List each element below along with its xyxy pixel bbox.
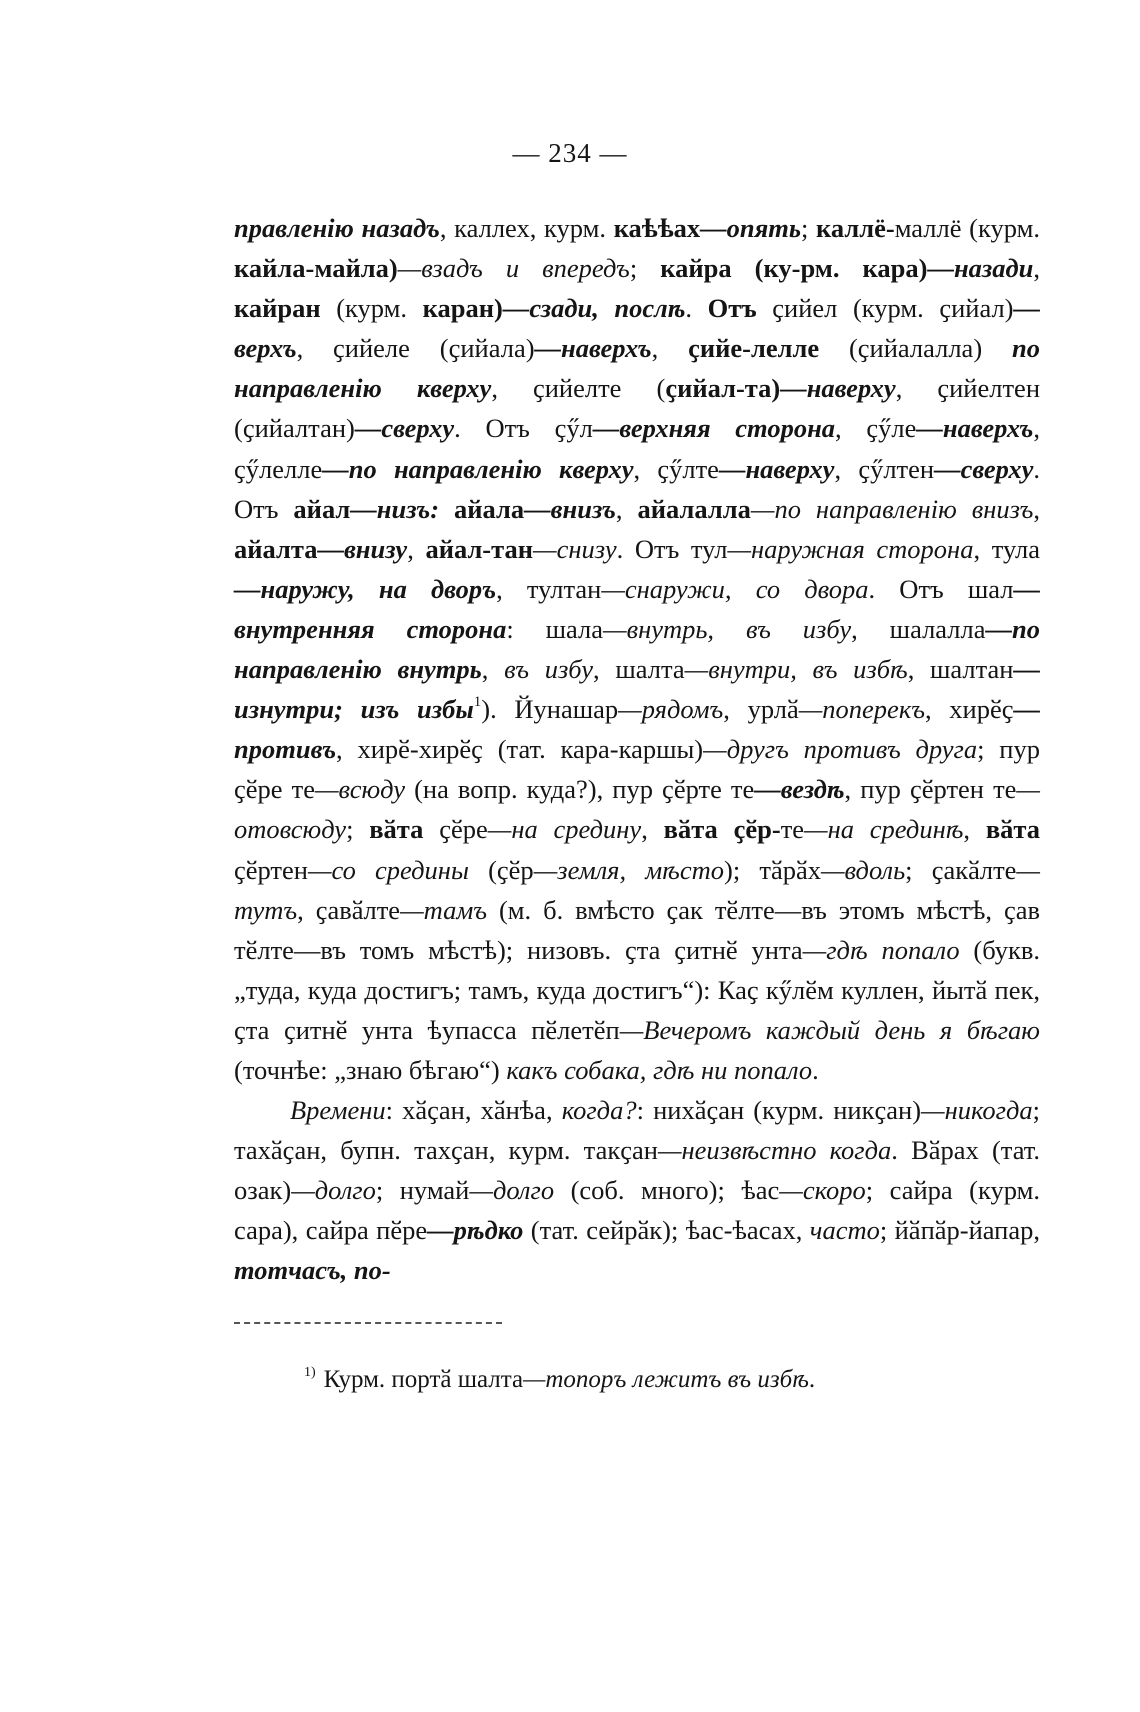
text-run: —всюду <box>314 774 405 805</box>
text-run: , ҫийелте ( <box>491 373 666 404</box>
text-run: —наверху <box>780 373 896 404</box>
text-run: —верхъ <box>234 293 1040 364</box>
page-number: — 234 — <box>512 138 628 168</box>
text-run: Отъ <box>707 293 757 324</box>
text-run: ҫӗртен <box>234 854 308 885</box>
text-run: ); тӑрӑх <box>724 854 821 885</box>
text-run: , шалалла <box>851 613 986 644</box>
text-run: ; йӑпӑр-йапар, <box>879 1215 1040 1246</box>
text-run: какъ собака, гдѣ ни попало <box>506 1054 813 1085</box>
text-run: —вдоль <box>820 854 906 885</box>
footnote-text <box>324 1366 815 1393</box>
text-run: айал-тан <box>425 533 533 564</box>
text-run: —рядомъ <box>618 694 724 725</box>
paragraph-adverbs-of-time <box>234 1090 1040 1290</box>
text-run: айалалла <box>637 493 751 524</box>
text-run: ҫийе-лелле <box>688 333 820 364</box>
text-run: ; тахӑҫан, бупн. тахҫан, курм. такҫан <box>234 1095 1040 1166</box>
text-run: тотчасъ, по- <box>234 1255 391 1286</box>
text-run: въ избу <box>504 654 594 685</box>
text-run: : хӑҫан, хӑнѣа, <box>385 1095 562 1126</box>
text-run: айала <box>454 493 525 524</box>
text-run: —скоро <box>779 1175 866 1206</box>
text-run: —наружная сторона <box>727 533 974 564</box>
footnote-divider <box>234 1322 502 1324</box>
text-run: —назади <box>927 253 1034 284</box>
text-run: , хирӗ-хирӗҫ (тат. кара-каршы) <box>336 734 704 765</box>
text-run: (м. б. вмѣсто ҫак тӗлте—въ этомъ мѣстѣ, ҫав тӗлте—въ томъ мѣстѣ); низовъ. ҫта ҫитнӗ унта <box>234 894 1040 965</box>
text-run: —по направленію внутрь <box>234 613 1040 685</box>
text-run: : шала <box>506 613 603 644</box>
text-run: —снизу <box>533 533 617 564</box>
text-run: (ҫийалалла) <box>819 333 1013 364</box>
text-run: , <box>407 533 426 564</box>
text-run: —долго <box>291 1175 376 1206</box>
text-run: , <box>651 333 689 364</box>
text-run: —противъ <box>234 694 1041 765</box>
text-run: , каллех, курм. <box>439 213 614 243</box>
text-run: ҫӗре <box>423 814 488 845</box>
text-run: , ҫӳлте <box>633 453 719 484</box>
text-run: (курм. <box>320 293 423 324</box>
text-run: ; ҫакӑлте <box>905 854 1017 885</box>
text-run: —по направленію кверху <box>322 453 634 484</box>
text-run: , ҫӳле <box>835 413 917 444</box>
text-run: —на средину <box>487 814 642 845</box>
text-run: . Отъ <box>234 453 1040 524</box>
text-run: каллё- <box>816 213 895 243</box>
text-run: (соб. много); ѣас <box>554 1175 780 1206</box>
text-run: . Вӑрах (тат. озак) <box>234 1135 1041 1206</box>
text-run: —наверхъ <box>916 413 1034 444</box>
text-run: 1 <box>473 694 482 711</box>
text-run: каѣѣах <box>613 213 701 243</box>
text-run: —низъ: <box>350 493 455 524</box>
text-run: —наружу, на дворъ <box>234 573 497 604</box>
text-run: вӑта <box>369 814 424 845</box>
text-run: , <box>1033 493 1041 524</box>
text-run: ; <box>629 253 661 284</box>
text-run: —опять <box>700 213 801 243</box>
text-run: —со средины <box>307 854 469 885</box>
text-run: —сверху <box>354 413 455 444</box>
text-run: —внизу <box>317 533 408 564</box>
text-run: —тамъ <box>400 894 488 925</box>
text-run: ҫийал-та) <box>665 373 781 404</box>
text-run: когда? <box>561 1095 637 1126</box>
text-run: по направленію кверху <box>234 333 1041 404</box>
text-run: , тула <box>973 533 1041 564</box>
text-run: —внутренняя сторона <box>234 573 1041 644</box>
text-run: . <box>808 1366 816 1393</box>
text-run: . Отъ шал <box>868 573 1014 604</box>
text-run: —внутри, въ избѣ <box>684 654 908 685</box>
text-run: —на срединѣ <box>804 814 964 845</box>
text-run: —другъ противъ друга <box>703 734 978 765</box>
text-run: , урлӑ <box>723 694 799 725</box>
text-run: —внизъ <box>524 493 616 524</box>
text-run: , ҫӳлтен <box>834 453 935 484</box>
text-run: вӑта ҫӗр- <box>663 814 781 845</box>
text-run: , <box>1033 253 1040 284</box>
text-run: , ҫавӑлте <box>297 894 401 925</box>
text-run: —рѣдко <box>427 1215 524 1246</box>
footnote <box>304 1362 1044 1398</box>
body-text <box>234 208 1040 1291</box>
text-run: кайла-майла) <box>234 253 398 284</box>
text-run: , ҫӳлелле <box>234 413 1040 484</box>
text-run: айалта <box>234 533 318 564</box>
text-run: правленію назадъ <box>234 213 440 243</box>
text-run: . <box>812 1054 819 1085</box>
text-run: маллё (курм. <box>894 213 1040 243</box>
text-run: : нихӑҫан (курм. никҫан) <box>636 1095 922 1126</box>
text-run: , тултан <box>496 573 602 604</box>
text-run: айал <box>293 493 351 524</box>
text-run: —сзади, послѣ <box>502 293 686 324</box>
text-run: —поперекъ <box>798 694 925 725</box>
text-run: , шалта <box>593 654 685 685</box>
text-run: кайран <box>234 293 321 324</box>
text-run: , шалтан <box>907 654 1014 685</box>
text-run: —вездѣ <box>754 774 845 805</box>
text-run: ; нумай <box>375 1175 470 1206</box>
text-run: —сверху <box>934 453 1034 484</box>
text-run: , пур ҫӗртен те <box>844 774 1017 805</box>
text-run: часто <box>809 1215 880 1246</box>
text-run: (на вопр. куда?), пур ҫӗрте те <box>404 774 755 805</box>
text-run: ҫийел (курм. ҫийал) <box>756 293 1014 324</box>
text-run: (тат. сейрӑк); ѣас-ѣасах, <box>523 1215 810 1246</box>
text-run: —снаружи, со двора <box>601 573 869 604</box>
text-run: —земля, мѣсто <box>533 854 725 885</box>
text-run: Курм. портӑ шалта <box>323 1366 524 1393</box>
text-run: , ҫийеле (ҫийала) <box>296 333 535 364</box>
text-run: —никогда <box>921 1095 1033 1126</box>
text-run: , <box>963 814 986 845</box>
text-run: —наверхъ <box>534 333 652 364</box>
text-run: ; сайра (курм. сара), сайра пӗре <box>234 1175 1040 1246</box>
text-run: . Отъ тул <box>616 533 728 564</box>
text-run: Времени <box>290 1095 386 1126</box>
text-run: кайра (ку-рм. кара) <box>660 253 928 284</box>
text-run: ; <box>801 213 817 243</box>
text-run: (букв. „туда, куда достигъ; тамъ, куда достигъ“): Каҫ кӳлӗм куллен, йытӑ пек, ҫта ҫитнӗ унта ѣупасса пӗлетӗп <box>234 934 1040 1045</box>
text-run: —по направленію внизъ <box>750 493 1034 524</box>
text-run: —долго <box>469 1175 555 1206</box>
footnote-marker: 1) <box>304 1365 316 1380</box>
text-run: —взадъ и впередъ <box>397 253 630 284</box>
text-run: вӑта <box>985 814 1040 845</box>
text-run: . <box>685 293 708 324</box>
text-run: , ҫийелтен (ҫийалтан) <box>234 373 1040 444</box>
text-run: , хирӗҫ <box>924 694 1014 725</box>
text-run: —гдѣ попало <box>802 934 960 965</box>
text-run: —топоръ лежитъ въ избѣ <box>523 1366 809 1393</box>
text-run: (ҫӗр <box>468 854 534 885</box>
text-run: —Вечеромъ каждый день я бѣгаю <box>619 1014 1040 1045</box>
text-run: (точнѣе: „знаю бѣгаю“) <box>234 1054 507 1085</box>
paragraph-adverbs-of-place <box>234 208 1040 1090</box>
text-run: , <box>641 814 664 845</box>
text-run: —отовсюду <box>234 774 1040 845</box>
text-run: , <box>481 654 505 685</box>
text-run: —тутъ <box>234 854 1040 925</box>
text-run: те <box>780 814 805 845</box>
text-run: —наверху <box>718 453 835 484</box>
text-run: —внутрь, въ избу <box>603 613 852 644</box>
text-run: . Отъ ҫӳл <box>454 413 593 444</box>
text-run: ; пур ҫӗре те <box>234 734 1040 805</box>
text-run: ). Йунашар <box>481 694 619 725</box>
text-run: —неизвѣстно когда <box>657 1135 892 1166</box>
text-run: , <box>615 493 638 524</box>
text-run: —изнутри; изъ избы <box>234 654 1040 725</box>
text-run: ; <box>346 814 370 845</box>
text-run: —верхняя сторона <box>592 413 836 444</box>
text-run: каран) <box>422 293 503 324</box>
